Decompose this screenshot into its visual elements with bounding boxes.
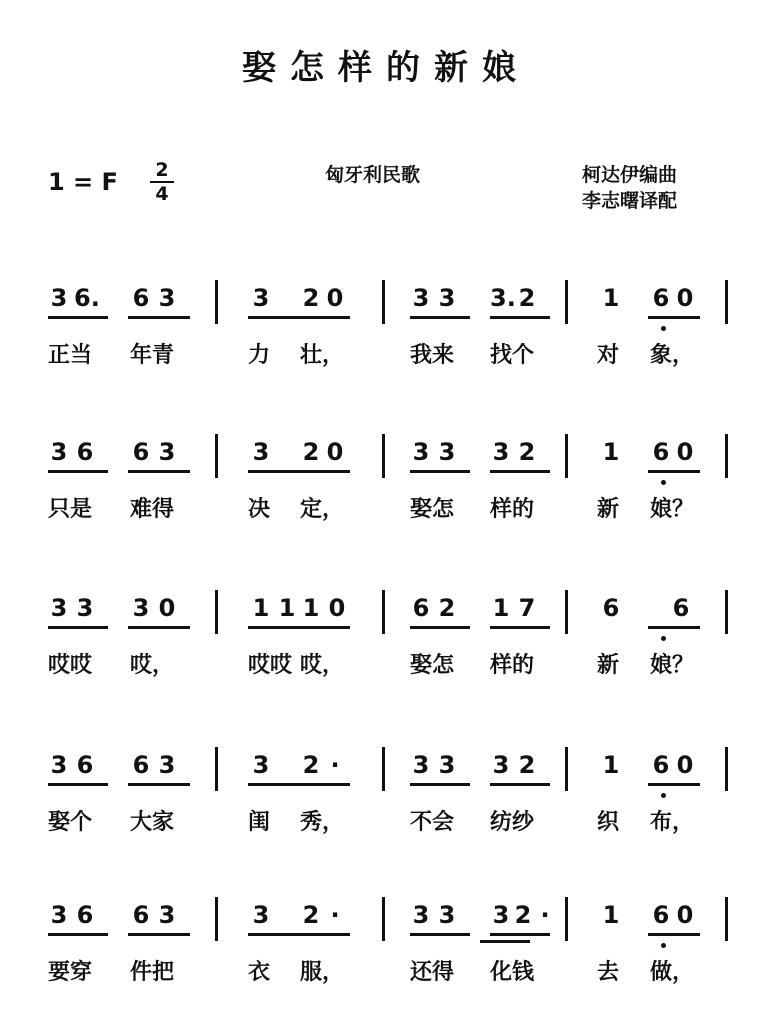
lyric: 我来 [410,343,455,368]
bar-line [382,897,385,941]
score-row [0,594,772,688]
song-title: 娶怎样的新娘 [242,48,530,88]
bar-line [565,747,568,791]
note: · [540,901,550,929]
note: 2 [302,284,320,312]
translator-credit: 李志曙译配 [582,190,678,212]
bar-line [382,280,385,324]
lyric: 娘？ [650,497,695,522]
beam-underline [128,933,190,936]
note: 0 [328,594,346,622]
bar-line [382,434,385,478]
time-signature [150,160,174,204]
note: 1 [278,594,296,622]
lyric: 力 [248,343,271,368]
note: 2 [518,438,536,466]
key-signature: 1 = F [48,168,118,196]
beam-underline [648,933,700,936]
beam-underline [490,626,550,629]
note: 3 [412,284,430,312]
note: 3 [412,901,430,929]
note: 1 [602,751,620,779]
song-origin: 匈牙利民歌 [325,164,421,186]
lyric: 难得 [130,497,175,522]
bar-line [565,897,568,941]
bar-line [565,590,568,634]
lyric: 哎， [300,653,345,678]
note: 1 [602,901,620,929]
lyric: 年青 [130,343,175,368]
note: 6 [652,751,670,779]
note: 0 [326,284,344,312]
note: 0 [676,901,694,929]
lyric: 哎哎 [248,653,293,678]
note: 2 [518,751,536,779]
beam-underline [248,626,350,629]
beam-underline [48,316,108,319]
note: 3 [438,438,456,466]
note: 6 [76,438,94,466]
beam-underline [490,933,550,936]
lyric: 哎， [130,653,175,678]
lyric: 服， [300,960,345,985]
beam-underline [648,316,700,319]
lyric: 决 [248,497,271,522]
note: 3 [50,438,68,466]
beam-underline [490,316,550,319]
note: 3 [252,284,270,312]
double-underline [480,940,530,943]
note: 3 [492,438,510,466]
note: 3 [50,751,68,779]
note: 1 [492,594,510,622]
lyric: 样的 [490,497,535,522]
note: · [330,751,340,779]
beam-underline [248,316,350,319]
bar-line [725,280,728,324]
beam-underline [48,470,108,473]
beam-underline [48,626,108,629]
meter-top: 2 [155,159,169,181]
note: 6 [132,751,150,779]
note: 6 [652,901,670,929]
lyric: 娘？ [650,653,695,678]
lyric: 找个 [490,343,535,368]
lyric: 对 [597,343,620,368]
octave-dot [661,636,666,641]
lyric: 去 [597,960,620,985]
note: 1 [602,438,620,466]
beam-underline [490,783,550,786]
bar-line [215,747,218,791]
note: 6 [652,284,670,312]
note: 0 [158,594,176,622]
lyric: 哎哎 [48,653,93,678]
note: 6 [76,751,94,779]
note: 0 [326,438,344,466]
lyric: 娶个 [48,810,93,835]
lyric: 秀， [300,810,345,835]
note: 3 [158,751,176,779]
note: 0 [676,751,694,779]
octave-dot [661,793,666,798]
beam-underline [248,470,350,473]
bar-line [215,434,218,478]
lyric: 大家 [130,810,175,835]
lyric: 新 [597,497,620,522]
bar-line [725,434,728,478]
beam-underline [48,933,108,936]
note: 3 [50,901,68,929]
lyric: 定， [300,497,345,522]
score-row [0,901,772,995]
octave-dot [661,943,666,948]
bar-line [725,747,728,791]
note: 3 [76,594,94,622]
beam-underline [248,933,350,936]
note: 3 [438,284,456,312]
lyric: 衣 [248,960,271,985]
note: 6 [76,901,94,929]
beam-underline [128,470,190,473]
lyric: 要穿 [48,960,93,985]
note: 6 [602,594,620,622]
bar-line [725,590,728,634]
note: 3 [252,438,270,466]
note: 2 [302,901,320,929]
score-row [0,284,772,378]
note: 3 [50,594,68,622]
bar-line [382,590,385,634]
bar-line [565,434,568,478]
lyric: 壮， [300,343,345,368]
lyric: 件把 [130,960,175,985]
note: 6 [672,594,690,622]
lyric: 布， [650,810,695,835]
beam-underline [410,316,470,319]
beam-underline [128,316,190,319]
beam-underline [410,933,470,936]
beam-underline [410,626,470,629]
note: 3 [158,284,176,312]
beam-underline [410,470,470,473]
lyric: 织 [597,810,620,835]
note: 3 [158,438,176,466]
octave-dot [661,326,666,331]
score-row [0,438,772,532]
note: 2 [302,438,320,466]
note: 0 [676,438,694,466]
note: 3 [252,901,270,929]
note: 6 [132,438,150,466]
lyric: 还得 [410,960,455,985]
note: 6 [132,901,150,929]
note: 1 [252,594,270,622]
note: 7 [518,594,536,622]
beam-underline [128,626,190,629]
note: 3 [438,901,456,929]
note: 2 [514,901,532,929]
lyric: 娶怎 [410,497,455,522]
note: · [330,901,340,929]
beam-underline [48,783,108,786]
note: 2 [518,284,536,312]
lyric: 纺纱 [490,810,535,835]
beam-underline [490,470,550,473]
note: 3 [50,284,68,312]
note: 3 [132,594,150,622]
note: 3 [252,751,270,779]
meter-bottom: 4 [155,183,169,205]
lyric: 样的 [490,653,535,678]
note: 6 [132,284,150,312]
lyric: 正当 [48,343,93,368]
note: 2 [302,751,320,779]
lyric: 娶怎 [410,653,455,678]
note: 6. [74,284,100,312]
lyric: 闺 [248,810,271,835]
beam-underline [648,470,700,473]
note: 0 [676,284,694,312]
note: 3 [492,901,510,929]
note: 6 [652,438,670,466]
beam-underline [410,783,470,786]
note: 1 [602,284,620,312]
arranger-credit: 柯达伊编曲 [582,164,678,186]
lyric: 不会 [410,810,455,835]
score-row [0,751,772,845]
note: 6 [412,594,430,622]
beam-underline [648,626,700,629]
note: 3. [490,284,516,312]
bar-line [215,280,218,324]
note: 3 [412,438,430,466]
bar-line [215,897,218,941]
note: 2 [438,594,456,622]
bar-line [215,590,218,634]
bar-line [725,897,728,941]
beam-underline [248,783,350,786]
beam-underline [128,783,190,786]
bar-line [565,280,568,324]
octave-dot [661,480,666,485]
note: 3 [438,751,456,779]
note: 3 [158,901,176,929]
note: 3 [492,751,510,779]
note: 1 [302,594,320,622]
beam-underline [648,783,700,786]
bar-line [382,747,385,791]
lyric: 新 [597,653,620,678]
lyric: 只是 [48,497,93,522]
lyric: 做， [650,960,695,985]
lyric: 象， [650,343,695,368]
note: 3 [412,751,430,779]
lyric: 化钱 [490,960,535,985]
